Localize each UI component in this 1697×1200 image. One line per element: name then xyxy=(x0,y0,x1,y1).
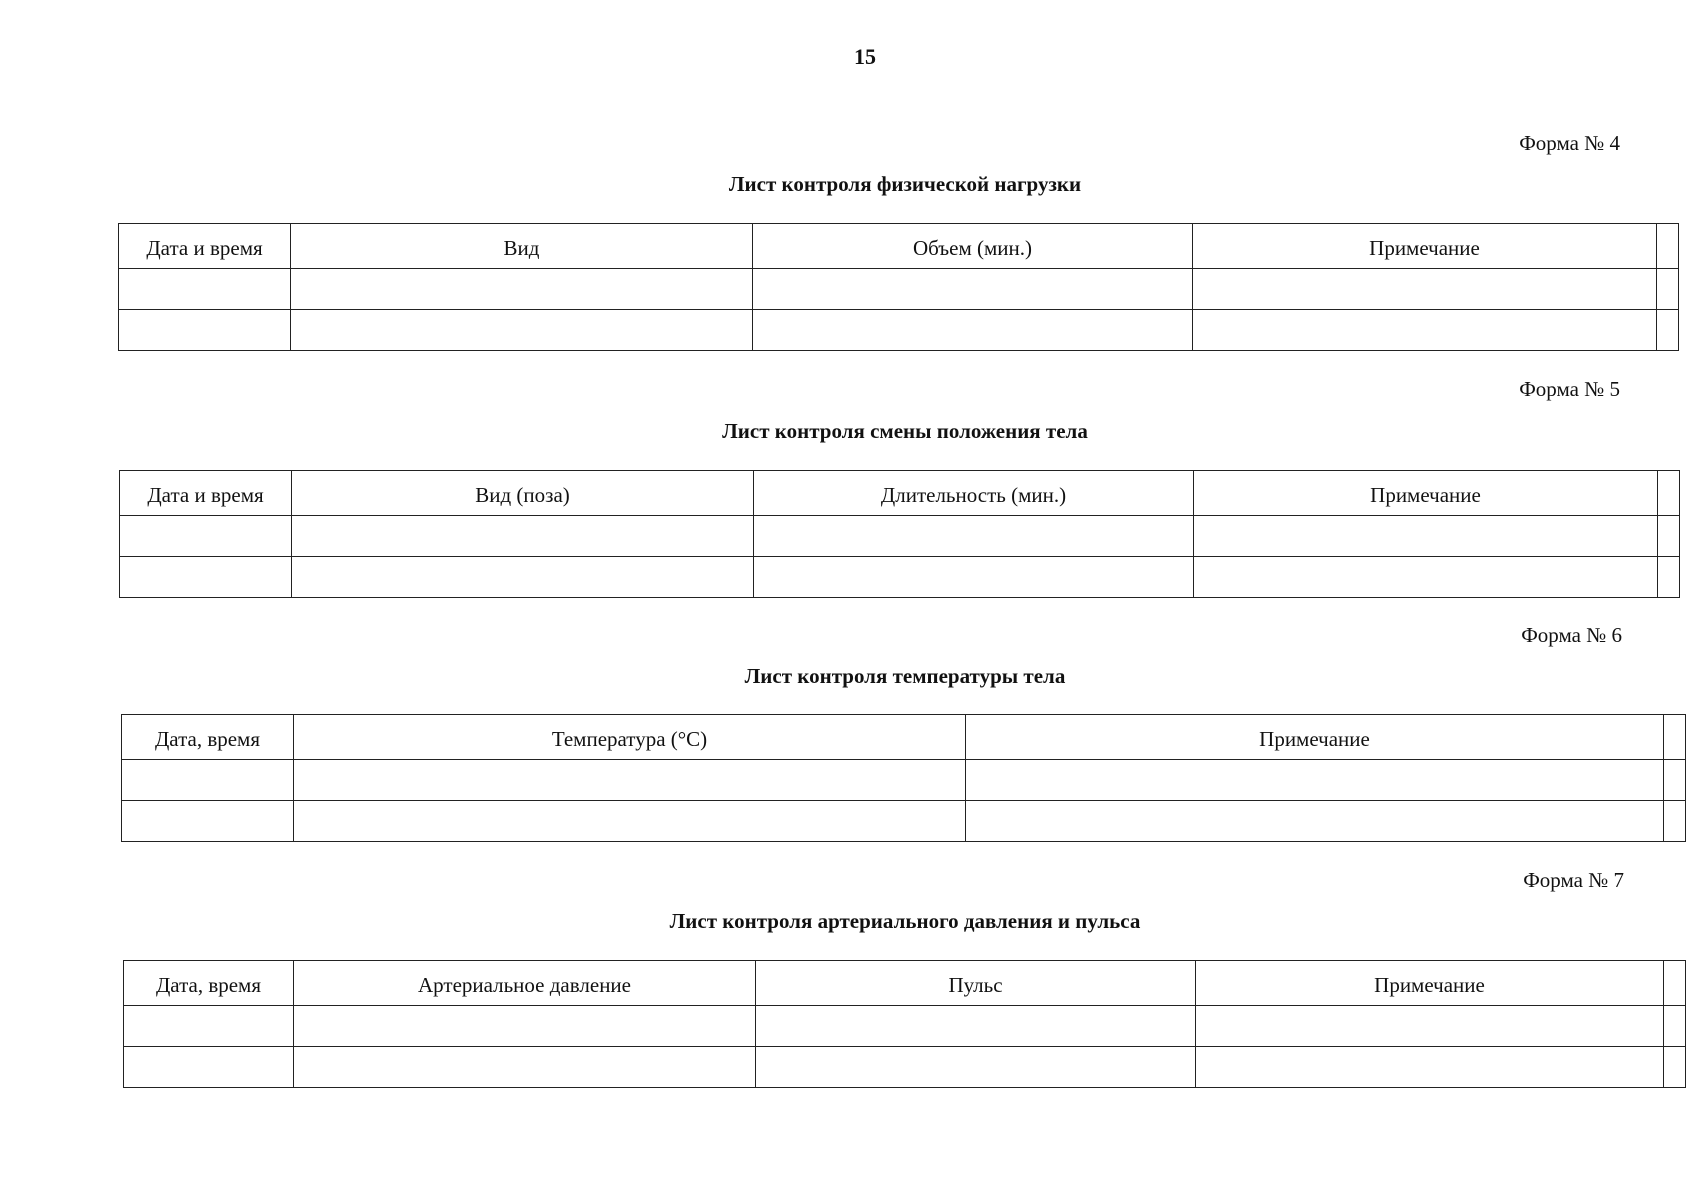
edge-cell xyxy=(1657,224,1679,269)
table-row xyxy=(120,557,1680,598)
table-cell[interactable] xyxy=(1196,1006,1664,1047)
column-header-blood-pressure: Артериальное давление xyxy=(294,961,756,1006)
blood-pressure-pulse-table xyxy=(123,960,1686,1088)
table-cell[interactable] xyxy=(291,269,753,310)
form-number: Форма № 5 xyxy=(1519,377,1620,401)
table-row xyxy=(124,1006,1686,1047)
edge-cell xyxy=(1658,516,1680,557)
column-header-temperature: Температура (°C) xyxy=(294,715,966,760)
table-cell[interactable] xyxy=(119,269,291,310)
column-header-note: Примечание xyxy=(966,715,1664,760)
edge-cell xyxy=(1664,961,1686,1006)
column-header-datetime: Дата, время xyxy=(124,961,294,1006)
table-header-row xyxy=(120,471,1680,516)
table-cell[interactable] xyxy=(294,1047,756,1088)
form-number: Форма № 4 xyxy=(1519,131,1620,155)
column-header-pulse: Пульс xyxy=(756,961,1196,1006)
table-header-row xyxy=(124,961,1686,1006)
table-cell[interactable] xyxy=(294,801,966,842)
table-cell[interactable] xyxy=(292,516,754,557)
table-row xyxy=(122,760,1686,801)
table-cell[interactable] xyxy=(292,557,754,598)
table-cell[interactable] xyxy=(754,516,1194,557)
table-row xyxy=(120,516,1680,557)
table-row xyxy=(122,801,1686,842)
table-cell[interactable] xyxy=(1193,310,1657,351)
table-cell[interactable] xyxy=(1196,1047,1664,1088)
table-cell[interactable] xyxy=(294,760,966,801)
table-row xyxy=(119,310,1679,351)
table-cell[interactable] xyxy=(753,269,1193,310)
form-title: Лист контроля температуры тела xyxy=(744,664,1066,688)
table-cell[interactable] xyxy=(756,1006,1196,1047)
form-title: Лист контроля артериального давления и пульса xyxy=(669,909,1141,933)
physical-load-table xyxy=(118,223,1679,351)
column-header-type: Вид xyxy=(291,224,753,269)
table-cell[interactable] xyxy=(122,801,294,842)
column-header-pose: Вид (поза) xyxy=(292,471,754,516)
edge-cell xyxy=(1658,471,1680,516)
column-header-note: Примечание xyxy=(1196,961,1664,1006)
edge-cell xyxy=(1658,557,1680,598)
table-cell[interactable] xyxy=(120,516,292,557)
table-cell[interactable] xyxy=(1194,516,1658,557)
table-row xyxy=(124,1047,1686,1088)
page-number: 15 xyxy=(854,44,876,69)
edge-cell xyxy=(1657,310,1679,351)
form-number: Форма № 7 xyxy=(1523,868,1624,892)
column-header-datetime: Дата и время xyxy=(120,471,292,516)
column-header-note: Примечание xyxy=(1193,224,1657,269)
edge-cell xyxy=(1664,1006,1686,1047)
column-header-note: Примечание xyxy=(1194,471,1658,516)
column-header-datetime: Дата и время xyxy=(119,224,291,269)
column-header-volume: Объем (мин.) xyxy=(753,224,1193,269)
column-header-duration: Длительность (мин.) xyxy=(754,471,1194,516)
table-cell[interactable] xyxy=(294,1006,756,1047)
body-position-table xyxy=(119,470,1680,598)
form-title: Лист контроля смены положения тела xyxy=(722,419,1088,443)
table-cell[interactable] xyxy=(1194,557,1658,598)
table-cell[interactable] xyxy=(120,557,292,598)
table-cell[interactable] xyxy=(753,310,1193,351)
table-cell[interactable] xyxy=(119,310,291,351)
table-cell[interactable] xyxy=(754,557,1194,598)
table-header-row xyxy=(119,224,1679,269)
edge-cell xyxy=(1664,715,1686,760)
edge-cell xyxy=(1664,801,1686,842)
table-cell[interactable] xyxy=(966,760,1664,801)
column-header-datetime: Дата, время xyxy=(122,715,294,760)
table-cell[interactable] xyxy=(124,1047,294,1088)
table-cell[interactable] xyxy=(1193,269,1657,310)
table-cell[interactable] xyxy=(966,801,1664,842)
body-temperature-table xyxy=(121,714,1686,842)
table-cell[interactable] xyxy=(124,1006,294,1047)
form-number: Форма № 6 xyxy=(1521,623,1622,647)
table-row xyxy=(119,269,1679,310)
table-cell[interactable] xyxy=(756,1047,1196,1088)
edge-cell xyxy=(1664,1047,1686,1088)
table-cell[interactable] xyxy=(291,310,753,351)
form-title: Лист контроля физической нагрузки xyxy=(728,172,1082,196)
table-header-row xyxy=(122,715,1686,760)
table-cell[interactable] xyxy=(122,760,294,801)
edge-cell xyxy=(1657,269,1679,310)
edge-cell xyxy=(1664,760,1686,801)
